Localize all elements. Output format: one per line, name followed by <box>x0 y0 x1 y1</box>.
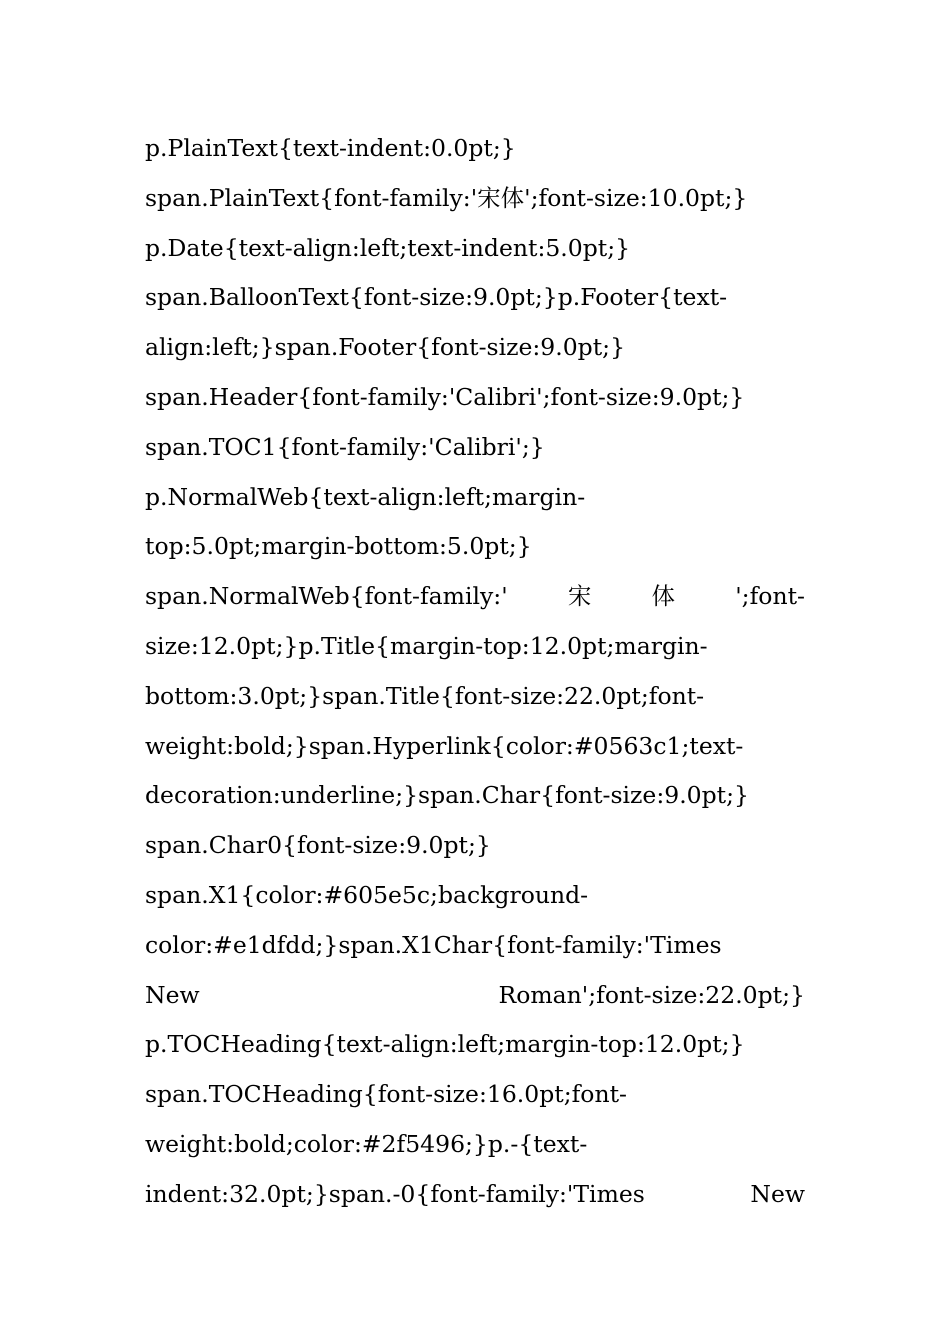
text-line-segment: p.PlainText{text-indent:0.0pt;} <box>145 134 516 162</box>
text-line <box>145 174 805 224</box>
text-line-segment: bottom:3.0pt;}span.Title{font-size:22.0pt;font- <box>145 681 705 710</box>
text-line-segment: span.PlainText{font-family:'宋体';font-size:10.0pt;} <box>145 183 748 212</box>
text-line-segment: span.Header{font-family:'Calibri';font-size:9.0pt;} <box>145 382 745 411</box>
text-line-segment: 宋 <box>567 582 592 611</box>
text-line-segment: size:12.0pt;}p.Title{margin-top:12.0pt;margin- <box>145 631 708 660</box>
text-line-segment: decoration:underline;}span.Char{font-size:9.0pt;} <box>145 781 749 810</box>
document-body-text <box>145 124 805 1220</box>
text-line-segment: p.NormalWeb{text-align:left;margin- <box>145 482 586 511</box>
text-line-segment: span.BalloonText{font-size:9.0pt;}p.Footer{text- <box>145 283 728 312</box>
text-line-segment: span.TOCHeading{font-size:16.0pt;font- <box>145 1080 627 1109</box>
text-line-segment: ';font- <box>735 582 805 611</box>
text-line <box>145 572 805 622</box>
text-line <box>145 1170 805 1220</box>
text-line-segment: align:left;}span.Footer{font-size:9.0pt;} <box>145 333 626 362</box>
text-line-segment: New <box>750 1179 805 1208</box>
text-line <box>145 1120 805 1170</box>
text-line-segment: weight:bold;}span.Hyperlink{color:#0563c1;text- <box>145 731 744 760</box>
text-line-segment: span.X1{color:#605e5c;background- <box>145 880 589 909</box>
text-line-segment: p.TOCHeading{text-align:left;margin-top:12.0pt;} <box>145 1030 745 1059</box>
text-line <box>145 1070 805 1120</box>
text-line <box>145 821 805 871</box>
text-line <box>145 921 805 971</box>
text-line <box>145 672 805 722</box>
text-line-segment: span.Char0{font-size:9.0pt;} <box>145 831 491 860</box>
text-line <box>145 323 805 373</box>
text-line <box>145 423 805 473</box>
text-line-segment: Roman';font-size:22.0pt;} <box>498 980 805 1009</box>
text-line <box>145 124 805 174</box>
text-line <box>145 373 805 423</box>
text-line-segment: span.TOC1{font-family:'Calibri';} <box>145 432 545 461</box>
text-line-segment: top:5.0pt;margin-bottom:5.0pt;} <box>145 532 532 561</box>
text-line-segment: color:#e1dfdd;}span.X1Char{font-family:'Times <box>145 930 722 959</box>
text-line <box>145 971 805 1021</box>
text-line-segment: weight:bold;color:#2f5496;}p.-{text- <box>145 1129 588 1158</box>
text-line <box>145 522 805 572</box>
text-line <box>145 473 805 523</box>
text-line-segment: 体 <box>651 582 676 611</box>
text-line <box>145 771 805 821</box>
text-line-segment: New <box>145 980 200 1009</box>
text-line-segment: p.Date{text-align:left;text-indent:5.0pt;} <box>145 233 631 262</box>
text-line <box>145 1020 805 1070</box>
text-line <box>145 722 805 772</box>
text-line <box>145 273 805 323</box>
text-line <box>145 871 805 921</box>
text-line <box>145 622 805 672</box>
text-line-segment: span.NormalWeb{font-family:' <box>145 582 508 611</box>
text-line <box>145 224 805 274</box>
text-line-segment: indent:32.0pt;}span.-0{font-family:'Times <box>145 1179 645 1208</box>
